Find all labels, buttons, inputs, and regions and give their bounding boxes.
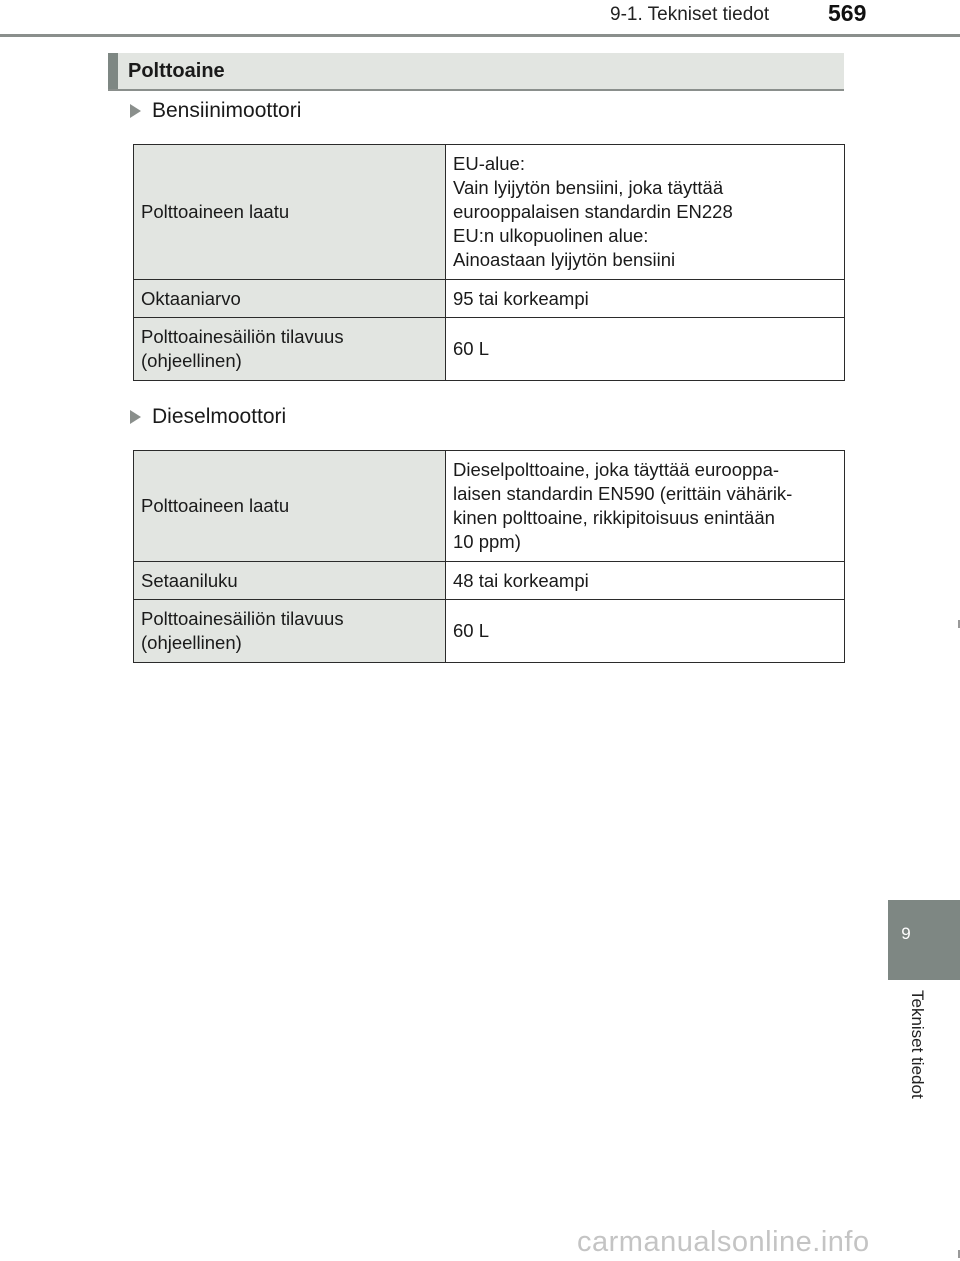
table-cell-label: Polttoaineen laatu xyxy=(134,145,446,280)
chapter-title: 9-1. Tekniset tiedot xyxy=(610,4,770,25)
value-line: kinen polttoaine, rikkipitoisuus enintään xyxy=(453,507,775,528)
table-cell-label: Setaaniluku xyxy=(134,562,446,600)
table-cell-value: 60 L xyxy=(446,318,845,381)
triangle-bullet-icon xyxy=(130,104,141,118)
chapter-tab-label: Tekniset tiedot xyxy=(908,990,927,1099)
gasoline-heading xyxy=(130,99,301,123)
section-header xyxy=(108,53,844,91)
table-row xyxy=(134,280,845,318)
table-cell-label xyxy=(134,600,446,663)
table-cell-value: 60 L xyxy=(446,600,845,663)
table-cell-value xyxy=(446,145,845,280)
gasoline-heading-text: Bensiinimoottori xyxy=(152,99,302,122)
table-cell-value: 48 tai korkeampi xyxy=(446,562,845,600)
header-divider xyxy=(0,34,960,37)
table-cell-value xyxy=(446,451,845,562)
value-line: eurooppalaisen standardin EN228 xyxy=(453,201,733,222)
table-row xyxy=(134,451,845,562)
value-line: Ainoastaan lyijytön bensiini xyxy=(453,249,676,270)
chapter-tab xyxy=(888,900,960,980)
label-line: (ohjeellinen) xyxy=(141,632,242,653)
section-title: Polttoaine xyxy=(128,60,225,82)
label-line: Polttoainesäiliön tilavuus xyxy=(141,608,344,629)
triangle-bullet-icon xyxy=(130,410,141,424)
table-cell-label xyxy=(134,318,446,381)
table-cell-value: 95 tai korkeampi xyxy=(446,280,845,318)
diesel-spec-table xyxy=(133,450,845,663)
label-line: Polttoainesäiliön tilavuus xyxy=(141,326,344,347)
table-row xyxy=(134,600,845,663)
value-line: EU:n ulkopuolinen alue: xyxy=(453,225,649,246)
value-line: 10 ppm) xyxy=(453,531,521,552)
diesel-heading xyxy=(130,405,286,429)
table-cell-label: Oktaaniarvo xyxy=(134,280,446,318)
diesel-heading-text: Dieselmoottori xyxy=(152,405,287,428)
watermark: carmanualsonline.info xyxy=(577,1226,870,1258)
chapter-tab-number: 9 xyxy=(901,924,911,943)
value-line: Vain lyijytön bensiini, joka täyttää xyxy=(453,177,724,198)
table-row xyxy=(134,318,845,381)
value-line: laisen standardin EN590 (erittäin vähärik- xyxy=(453,483,793,504)
value-line: EU-alue: xyxy=(453,153,525,174)
table-row xyxy=(134,145,845,280)
table-cell-label: Polttoaineen laatu xyxy=(134,451,446,562)
section-accent-bar xyxy=(108,53,118,89)
table-row xyxy=(134,562,845,600)
value-line: Dieselpolttoaine, joka täyttää eurooppa- xyxy=(453,459,780,480)
label-line: (ohjeellinen) xyxy=(141,350,242,371)
gasoline-spec-table xyxy=(133,144,845,381)
page-number: 569 xyxy=(828,0,867,26)
